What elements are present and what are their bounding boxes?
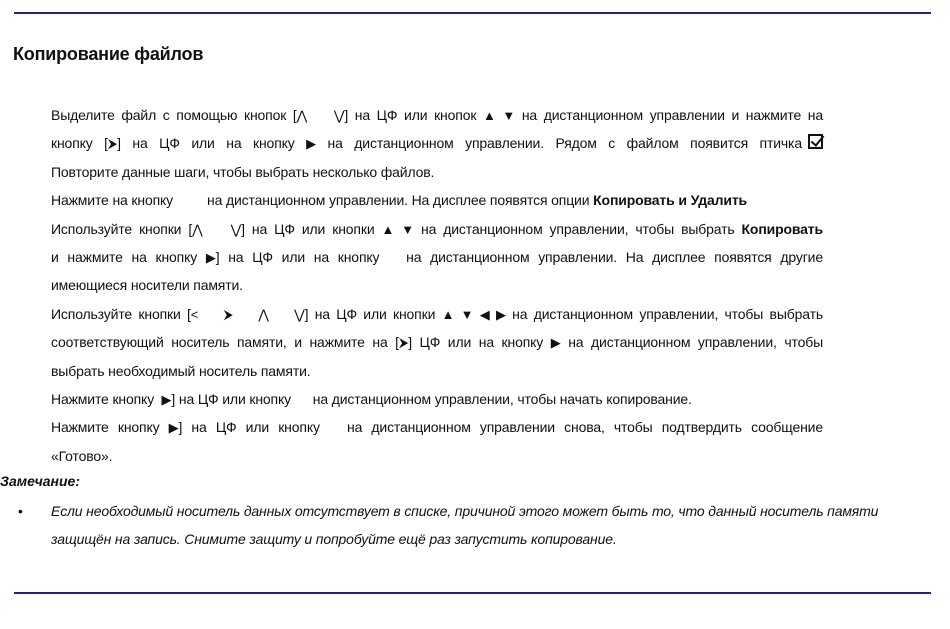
checkbox-checked-icon — [808, 134, 823, 149]
right-arrow-icon: ▶ — [495, 306, 506, 322]
nav-down-icon: ⋁ — [333, 108, 345, 123]
left-arrow-icon: ◀ — [479, 306, 490, 322]
down-arrow-icon: ▼ — [502, 108, 516, 123]
instruction-line-10: выбрать необходимый носитель памяти. — [51, 362, 311, 379]
note-line-2: защищён на запись. Снимите защиту и попробуйте ещё раз запустить копирование. — [51, 531, 617, 548]
instruction-line-3: Повторите данные шаги, чтобы выбрать несколько файлов. — [51, 163, 435, 180]
right-arrow-icon: ▶ — [161, 391, 172, 407]
nav-left-icon: < — [190, 306, 199, 322]
bottom-divider — [14, 592, 931, 594]
instructions — [51, 101, 823, 470]
instruction-line-8: Используйте кнопки [< ⮞ ⋀ ⋁] на ЦФ или кнопки ▲ ▼ ◀ ▶ на дистанционном управлении, чтобы выбрать — [51, 305, 823, 322]
bullet-icon: • — [18, 503, 23, 519]
note-title: Замечание: — [0, 473, 80, 489]
nav-up-icon: ⋀ — [192, 221, 203, 237]
down-arrow-icon: ▼ — [401, 221, 414, 237]
note-line-1: Если необходимый носитель данных отсутствует в списке, причиной этого может быть то, что данный носитель памяти — [51, 503, 879, 519]
top-divider — [14, 12, 931, 14]
instruction-line-4: Нажмите на кнопку на дистанционном управлении. На дисплее появятся опции Копировать и Удалить — [51, 192, 747, 209]
note-text — [51, 497, 931, 554]
up-arrow-icon: ▲ — [441, 306, 455, 322]
instruction-line-9: соответствующий носитель памяти, и нажмите на [⮞] ЦФ или на кнопку ▶ на дистанционном управлении, чтобы — [51, 334, 823, 351]
nav-up-icon: ⋀ — [296, 108, 308, 123]
nav-right-icon: ⮞ — [398, 335, 409, 351]
right-arrow-icon: ▶ — [168, 420, 179, 436]
nav-down-icon: ⋁ — [230, 221, 242, 237]
section-heading: Копирование файлов — [13, 44, 204, 64]
instruction-line-12: Нажмите кнопку ▶] на ЦФ или кнопку на дистанционном управлении снова, чтобы подтвердить сообщение — [51, 419, 823, 436]
nav-right-icon: ⮞ — [107, 136, 118, 152]
right-arrow-icon: ▶ — [205, 249, 216, 265]
nav-down-icon: ⋁ — [294, 306, 305, 322]
right-arrow-icon: ▶ — [550, 335, 561, 351]
instruction-line-13: «Готово». — [51, 447, 113, 464]
nav-up-icon: ⋀ — [258, 306, 269, 322]
up-arrow-icon: ▲ — [483, 108, 496, 123]
up-arrow-icon: ▲ — [381, 221, 395, 237]
instruction-line-6: и нажмите на кнопку ▶] на ЦФ или на кнопку на дистанционном управлении. На дисплее появятся другие — [51, 248, 823, 265]
instruction-line-11: Нажмите кнопку ▶] на ЦФ или кнопку на дистанционном управлении, чтобы начать копирование. — [51, 390, 692, 407]
down-arrow-icon: ▼ — [460, 306, 474, 322]
instruction-line-1: Выделите файл с помощью кнопок [⋀ ⋁] на ЦФ или кнопок ▲ ▼ на дистанционном управлении и нажмите на — [51, 107, 824, 123]
nav-right-icon: ⮞ — [223, 306, 233, 322]
instruction-line-7: имеющиеся носители памяти. — [51, 277, 243, 294]
right-arrow-icon: ▶ — [306, 136, 316, 152]
instruction-line-5: Используйте кнопки [⋀ ⋁] на ЦФ или кнопки ▲ ▼ на дистанционном управлении, чтобы выбрать Копировать — [51, 220, 823, 237]
instruction-line-2: кнопку [⮞] на ЦФ или на кнопку ▶ на дистанционном управлении. Рядом с файлом появится птичка — [51, 129, 823, 157]
